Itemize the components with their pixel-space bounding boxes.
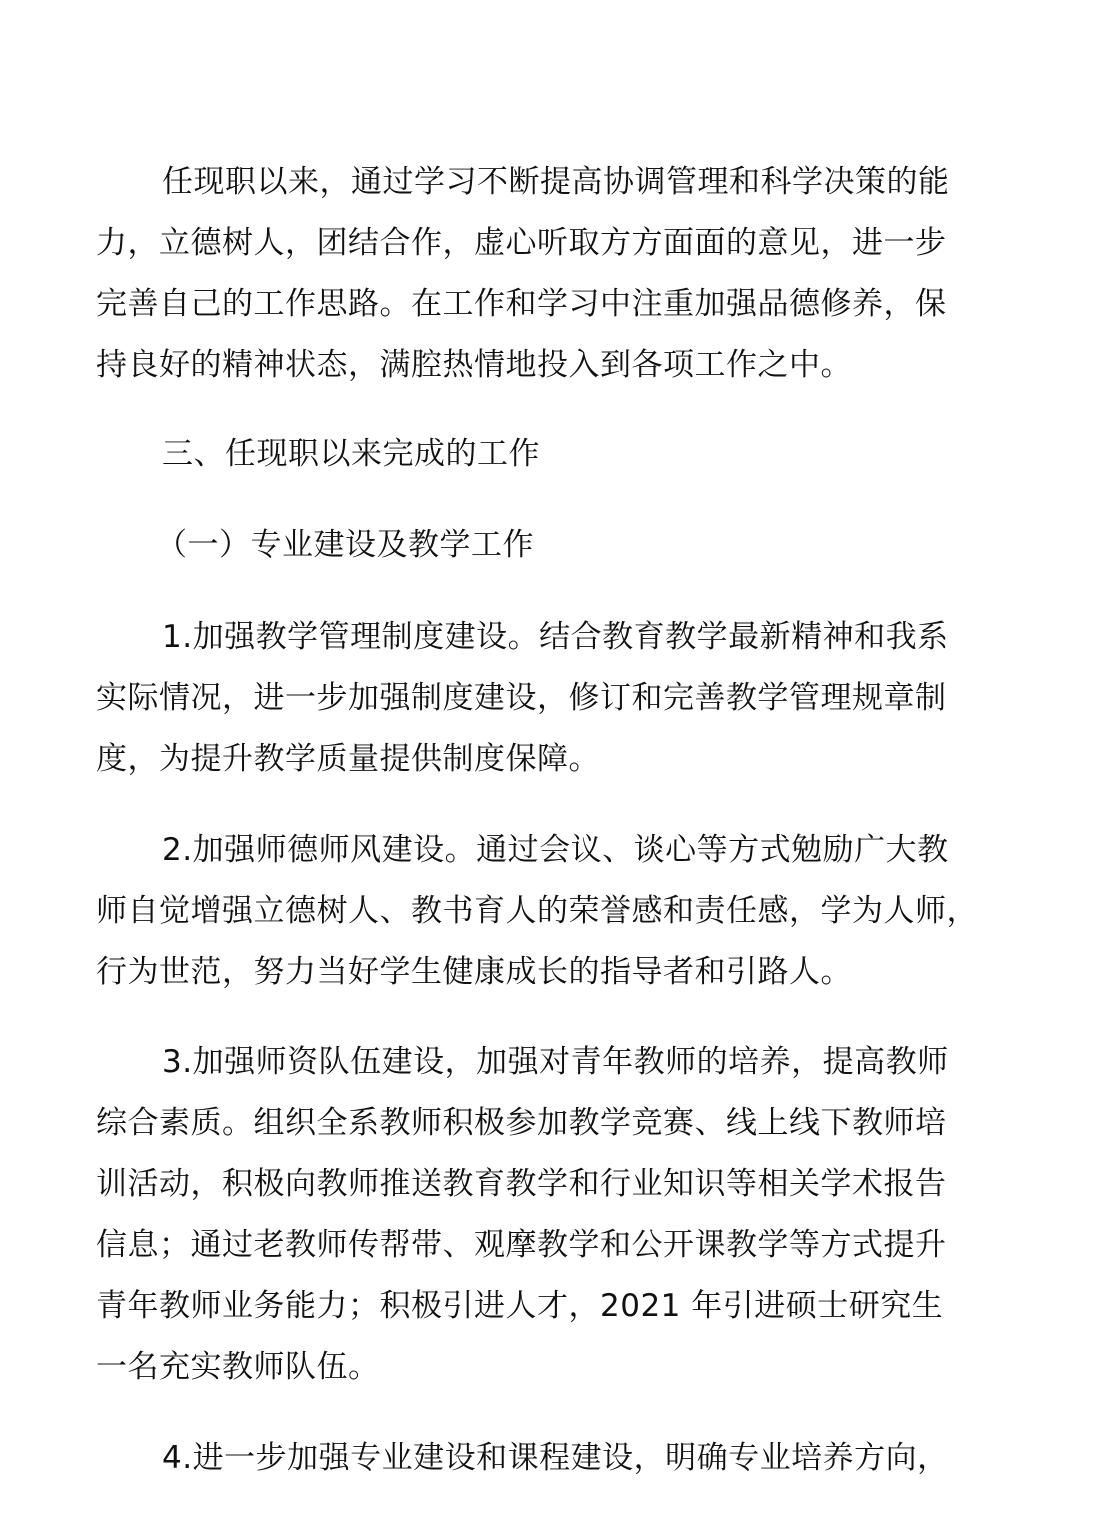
text-line: 师自觉增强立德树人、教书育人的荣誉感和责任感，学为人师， — [96, 893, 978, 929]
text-line: 力，立德树人，团结合作，虚心听取方方面面的意见，进一步 — [96, 225, 947, 261]
text-line: 训活动，积极向教师推送教育教学和行业知识等相关学术报告 — [96, 1166, 947, 1202]
section-heading: 三、任现职以来完成的工作 — [162, 436, 540, 472]
subsection-heading: （一）专业建设及教学工作 — [156, 527, 534, 563]
text-line: 行为世范，努力当好学生健康成长的指导者和引路人。 — [96, 954, 852, 990]
text-line: 综合素质。组织全系教师积极参加教学竞赛、线上线下教师培 — [96, 1105, 947, 1141]
text-line: 4.进一步加强专业建设和课程建设，明确专业培养方向， — [162, 1440, 949, 1476]
item-paragraph-3 — [96, 1032, 1031, 1398]
text-line: 1.加强教学管理制度建设。结合教育教学最新精神和我系 — [162, 619, 949, 655]
text-line: 3.加强师资队伍建设，加强对青年教师的培养，提高教师 — [162, 1044, 949, 1080]
intro-paragraph — [96, 152, 1031, 396]
item-paragraph-4 — [96, 1428, 1031, 1489]
text-line: 持良好的精神状态，满腔热情地投入到各项工作之中。 — [96, 347, 852, 383]
text-line: 青年教师业务能力；积极引进人才，2021 年引进硕士研究生 — [96, 1288, 944, 1324]
text-line: 2.加强师德师风建设。通过会议、谈心等方式勉励广大教 — [162, 832, 949, 868]
text-line: 信息；通过老教师传帮带、观摩教学和公开课教学等方式提升 — [96, 1227, 947, 1263]
text-line: 任现职以来，通过学习不断提高协调管理和科学决策的能 — [162, 164, 950, 200]
item-paragraph-2 — [96, 820, 1031, 1003]
text-line: 度，为提升教学质量提供制度保障。 — [96, 741, 600, 777]
text-line: 实际情况，进一步加强制度建设，修订和完善教学管理规章制 — [96, 680, 947, 716]
text-line: 完善自己的工作思路。在工作和学习中注重加强品德修养，保 — [96, 286, 947, 322]
text-line: 一名充实教师队伍。 — [96, 1349, 380, 1385]
item-paragraph-1 — [96, 607, 1031, 790]
